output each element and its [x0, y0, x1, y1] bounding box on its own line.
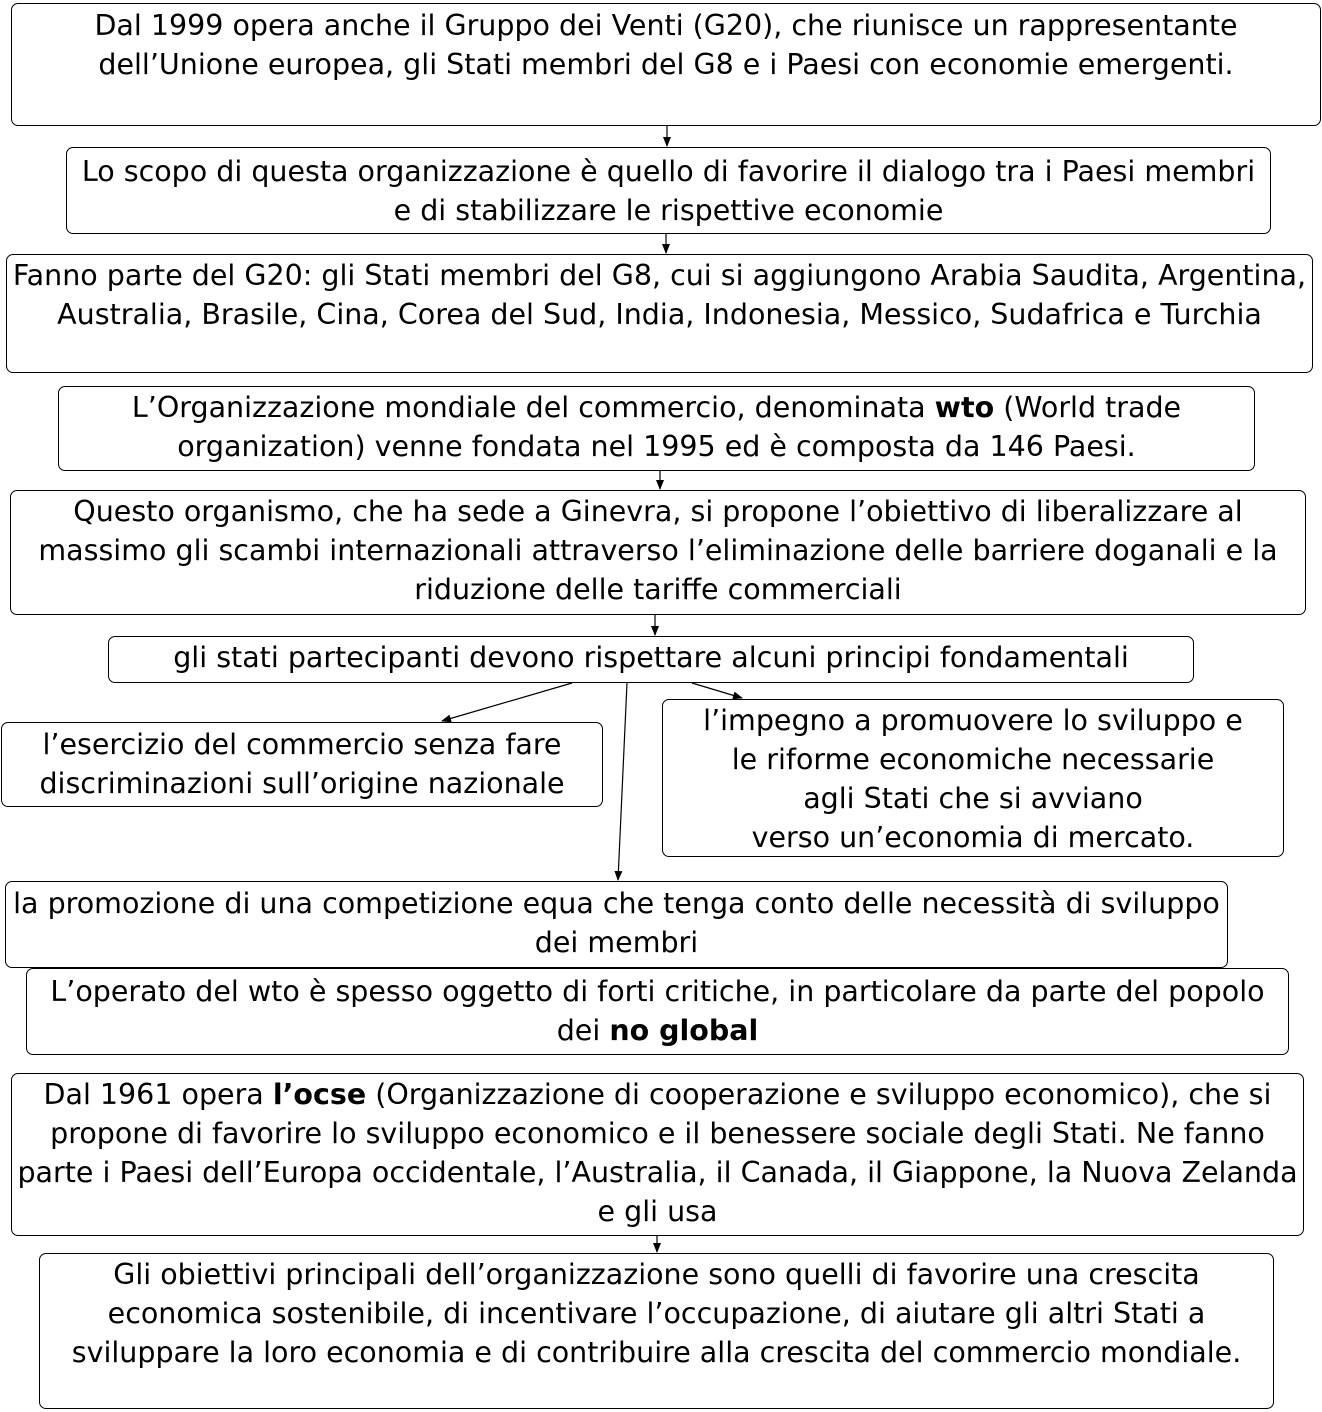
node-g20-members-text: Fanno parte del G20: gli Stati membri del G8, cui si aggiungono Arabia Saudita, Argentina, Australia, Brasile, Cina, Corea del Sud, India, Indonesia, Messico, Sudafrica e Turchia: [12, 259, 1307, 331]
node-wto-criticism-text: [31, 972, 1284, 1050]
wto-intro-text-after: (World trade organization) venne fondata nel 1995 ed è composta da 146 Paesi.: [177, 391, 1182, 463]
node-g20-intro-text: Dal 1999 opera anche il Gruppo dei Venti (G20), che riunisce un rappresentante dell’Unione europea, gli Stati membri del G8 e i Paesi con economie emergenti.: [94, 9, 1238, 81]
node-ocse-goals: [39, 1253, 1274, 1409]
reforms-line-4: verso un’economia di mercato.: [751, 821, 1195, 854]
no-global-term: no global: [609, 1014, 759, 1047]
node-wto-criticism: [26, 968, 1289, 1055]
reforms-line-1: l’impegno a promuovere lo sviluppo e: [703, 704, 1243, 737]
node-wto-intro: [58, 386, 1255, 471]
node-g20-scope-text: Lo scopo di questa organizzazione è quello di favorire il dialogo tra i Paesi membri e di stabilizzare le rispettive economie: [81, 155, 1256, 227]
node-principle-fair-competition: [5, 881, 1228, 968]
node-wto-goal-text: Questo organismo, che ha sede a Ginevra, si propone l’obiettivo di liberalizzare al massimo gli scambi internazionali attraverso l’eliminazione delle barriere doganali e la riduzione delle tariffe commerciali: [38, 495, 1278, 606]
reforms-line-2: le riforme economiche necessarie: [731, 743, 1215, 776]
reforms-line-3: agli Stati che si avviano: [803, 782, 1143, 815]
node-wto-principles: [108, 636, 1194, 683]
node-g20-scope: [66, 147, 1271, 234]
arrow-principles-to-reforms: [692, 683, 742, 698]
node-principle-reforms: [662, 699, 1284, 857]
node-g20-members: [6, 254, 1313, 373]
node-principle-non-discrimination-text: l’esercizio del commercio senza fare discriminazioni sull’origine nazionale: [39, 728, 565, 800]
node-g20-intro: [11, 3, 1321, 126]
arrow-principles-to-fair-competition: [618, 683, 627, 880]
ocse-intro-text-before: Dal 1961 opera: [43, 1078, 273, 1111]
ocse-intro-text-after: (Organizzazione di cooperazione e sviluppo economico), che si propone di favorire lo sviluppo economico e il benessere sociale degli Stati. Ne fanno parte i Paesi dell’Europa occidentale, l’Australia, il Canada, il Giappone, la Nuova Zelanda e gli usa: [17, 1078, 1298, 1228]
node-ocse-goals-text: Gli obiettivi principali dell’organizzazione sono quelli di favorire una crescita economica sostenibile, di incentivare l’occupazione, di aiutare gli altri Stati a sviluppare la loro economia e di contribuire alla crescita del commercio mondiale.: [71, 1258, 1242, 1369]
node-principle-non-discrimination: [1, 722, 603, 807]
wto-acronym: wto: [934, 391, 995, 424]
wto-criticism-text-before: L’operato del wto è spesso oggetto di forti critiche, in particolare da parte del popolo dei: [50, 975, 1265, 1047]
node-wto-intro-text: [63, 388, 1250, 466]
node-wto-goal: [10, 490, 1306, 615]
ocse-acronym: l’ocse: [272, 1078, 367, 1111]
node-principle-reforms-text: [667, 701, 1279, 857]
node-ocse-intro: [11, 1073, 1304, 1236]
arrow-principles-to-non-discrimination: [442, 683, 572, 721]
wto-intro-text-before: L’Organizzazione mondiale del commercio, denominata: [131, 391, 935, 424]
node-wto-principles-text: gli stati partecipanti devono rispettare alcuni principi fondamentali: [173, 641, 1129, 674]
node-principle-fair-competition-text: la promozione di una competizione equa che tenga conto delle necessità di sviluppo dei membri: [13, 887, 1220, 959]
node-ocse-intro-text: [16, 1075, 1299, 1231]
